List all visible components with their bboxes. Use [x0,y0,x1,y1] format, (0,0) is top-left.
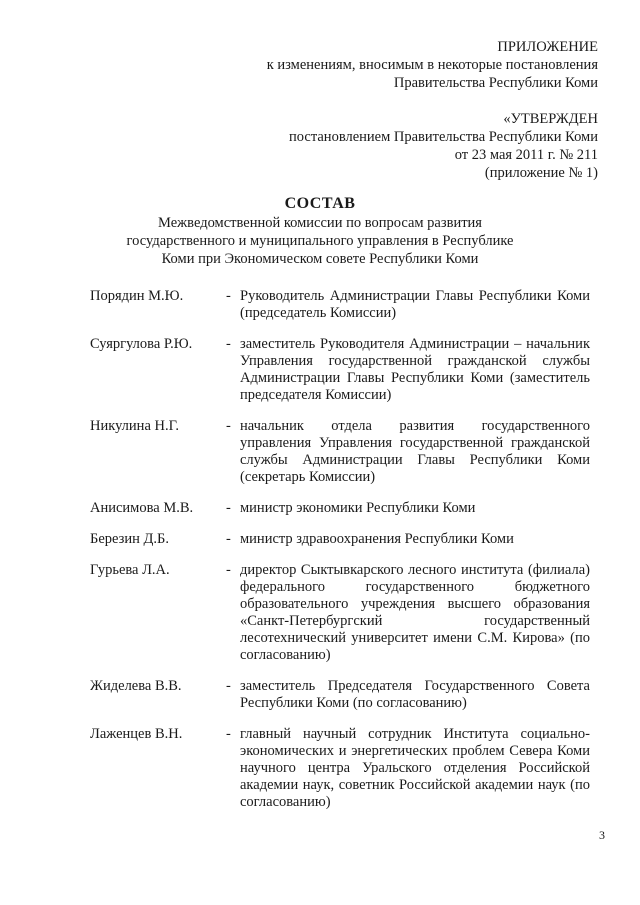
member-role: Руководитель Администрации Главы Республики Коми (председатель Комиссии) [240,288,590,321]
page-number: 3 [599,828,605,842]
member-dash: - [226,336,231,352]
member-name: Гурьева Л.А. [90,562,170,578]
member-role: министр здравоохранения Республики Коми [240,531,514,547]
member-name: Никулина Н.Г. [90,418,179,434]
member-dash: - [226,531,231,547]
member-role: директор Сыктывкарского лесного института (филиала) федерального государственного бюджетного образовательного учреждения высшего образования «Санкт-Петербургский государственный лесотехнический университет имени С.М. Кирова» (по согласованию) [240,562,590,663]
approved-line: постановлением Правительства Республики Коми [289,129,598,145]
subtitle-line: Коми при Экономическом совете Республики Коми [161,251,479,267]
member-name: Порядин М.Ю. [90,288,184,304]
member-role: заместитель Руководителя Администрации – начальник Управления государственной гражданской службы Администрации Главы Республики Коми (заместитель председателя Комиссии) [240,336,590,403]
member-name: Суяргулова Р.Ю. [90,336,193,352]
member-row [90,336,590,404]
member-name: Березин Д.Б. [90,531,169,547]
approved-line: (приложение № 1) [484,165,598,181]
member-row [90,726,590,811]
subtitle-line: государственного и муниципального управления в Республике [126,233,514,249]
member-role: главный научный сотрудник Института социально-экономических и энергетических проблем Севера Коми научного центра Уральского отделения Российской академии наук, советник Российской академии наук (по согласованию) [240,726,590,810]
appendix-title: ПРИЛОЖЕНИЕ [497,39,598,55]
member-row [90,288,590,322]
title-block [0,194,640,268]
members-list [90,288,590,825]
member-name: Жиделева В.В. [90,678,182,694]
member-dash: - [226,288,231,304]
appendix-line: Правительства Республики Коми [393,75,598,91]
approved-title: «УТВЕРЖДЕН [503,111,598,127]
appendix-line: к изменениям, вносимым в некоторые постановления [266,57,598,73]
member-row [90,418,590,486]
member-role: начальник отдела развития государственного управления Управления государственной гражданской службы Администрации Главы Республики Коми (секретарь Комиссии) [240,418,590,485]
member-name: Анисимова М.В. [90,500,194,516]
member-dash: - [226,562,231,578]
approved-line: от 23 мая 2011 г. № 211 [454,147,598,163]
member-dash: - [226,500,231,516]
member-dash: - [226,726,231,742]
member-role: заместитель Председателя Государственного Совета Республики Коми (по согласованию) [240,678,590,711]
member-dash: - [226,678,231,694]
member-name: Лаженцев В.Н. [90,726,183,742]
subtitle-line: Межведомственной комиссии по вопросам развития [158,215,482,231]
member-row [90,531,590,548]
member-row [90,678,590,712]
member-row [90,562,590,664]
member-dash: - [226,418,231,434]
member-row [90,500,590,517]
appendix-header [267,38,598,182]
document-title: СОСТАВ [284,195,356,212]
member-role: министр экономики Республики Коми [240,500,476,516]
